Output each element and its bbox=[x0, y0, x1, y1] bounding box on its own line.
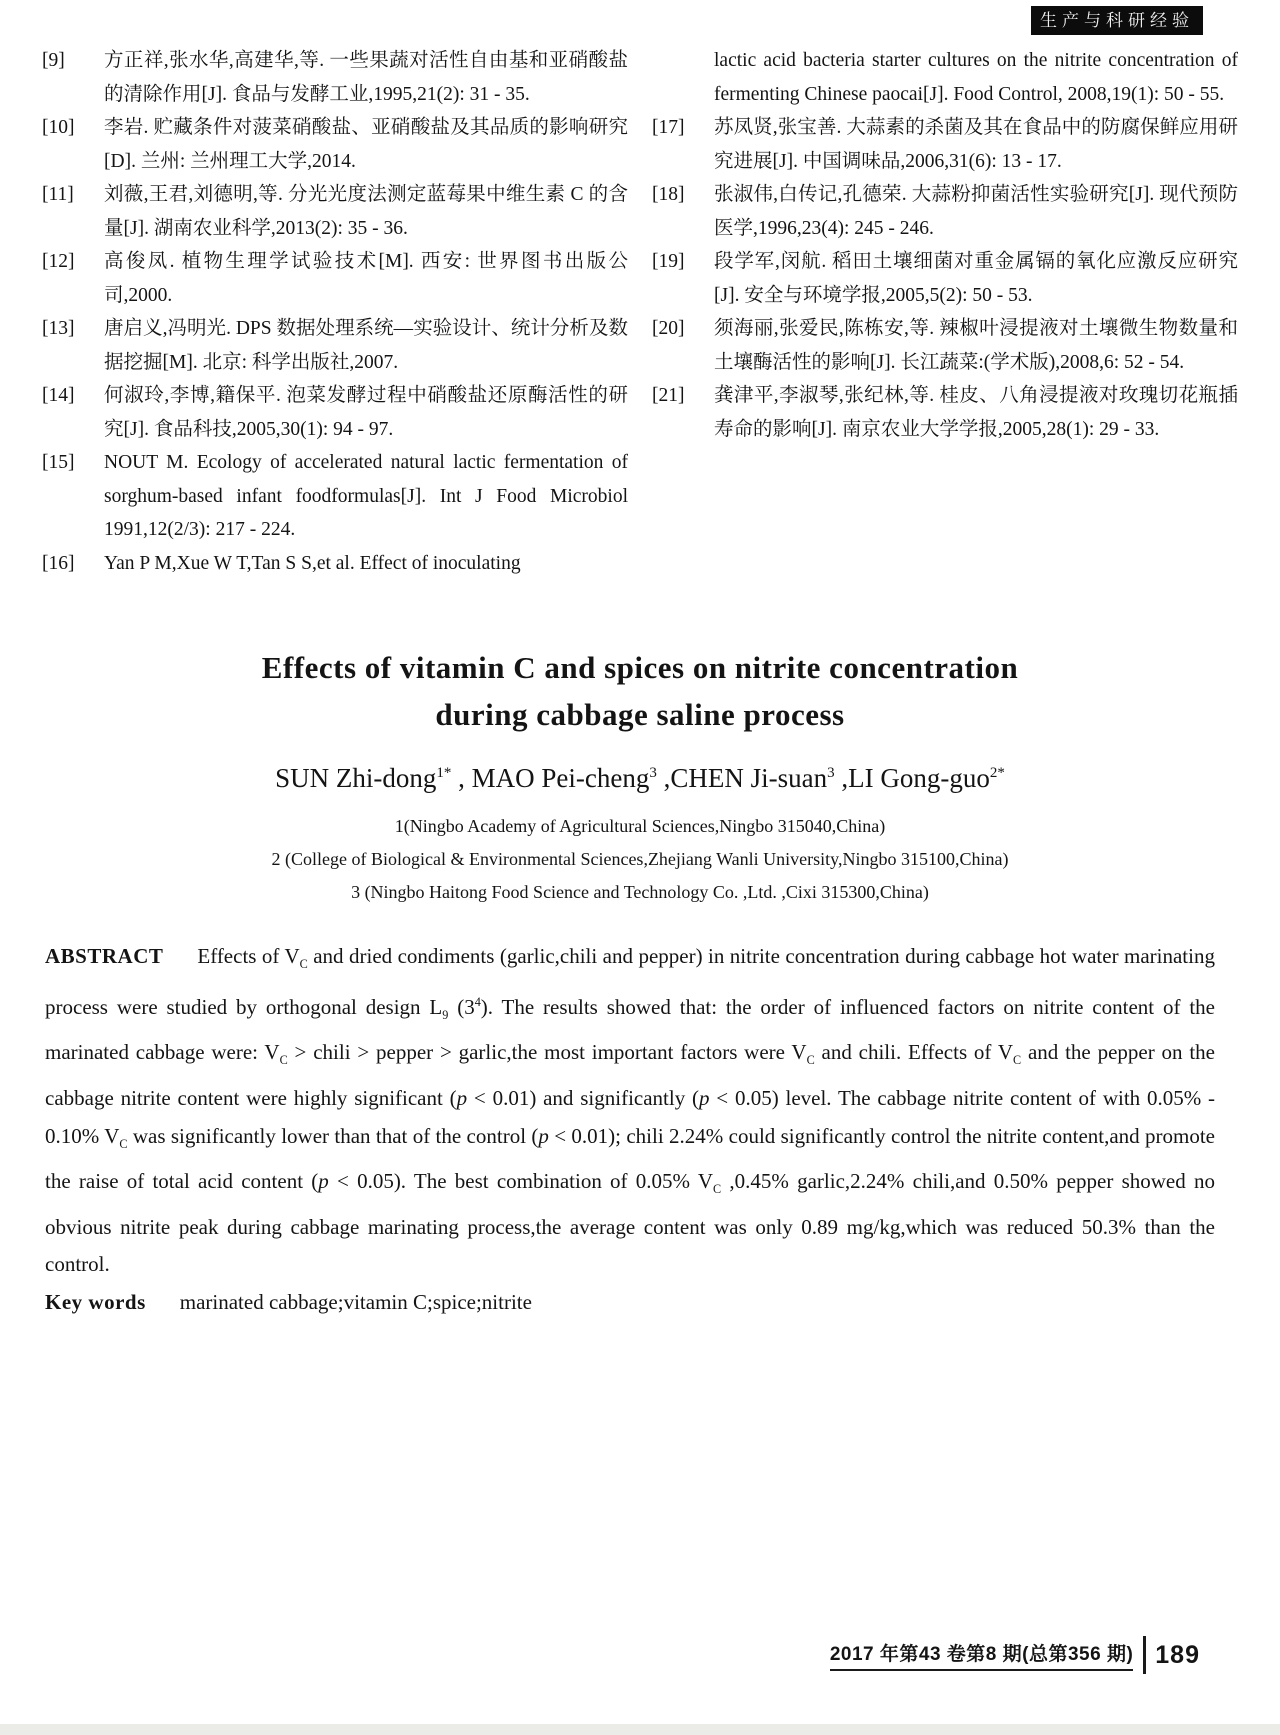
references-section bbox=[42, 44, 1238, 580]
reference-item bbox=[42, 379, 628, 446]
reference-item bbox=[652, 111, 1238, 178]
reference-number: [9] bbox=[42, 50, 65, 71]
journal-footer bbox=[830, 1636, 1200, 1674]
reference-number: [12] bbox=[42, 251, 75, 272]
keywords-label: Key words bbox=[45, 1289, 146, 1314]
abstract-label: ABSTRACT bbox=[45, 944, 164, 968]
reference-text: NOUT M. Ecology of accelerated natural lactic fermentation of sorghum-based infant foodformulas[J]. Int J Food Microbiol 1991,12(2/3): 217 - 224. bbox=[104, 452, 628, 540]
article-title-line1: Effects of vitamin C and spices on nitrite concentration bbox=[261, 650, 1019, 685]
reference-number: [19] bbox=[652, 251, 685, 272]
article-title bbox=[0, 644, 1280, 738]
reference-number: [11] bbox=[42, 184, 74, 205]
reference-text: 何淑玲,李博,籍保平. 泡菜发酵过程中硝酸盐还原酶活性的研究[J]. 食品科技,2005,30(1): 94 - 97. bbox=[104, 385, 628, 440]
reference-text: 龚津平,李淑琴,张纪林,等. 桂皮、八角浸提液对玫瑰切花瓶插寿命的影响[J]. 南京农业大学学报,2005,28(1): 29 - 33. bbox=[714, 385, 1238, 440]
keywords-row bbox=[45, 1284, 1215, 1322]
footer-issue-info: 2017 年第43 卷第8 期(总第356 期) bbox=[830, 1639, 1133, 1671]
reference-item bbox=[42, 547, 628, 581]
reference-text: 段学军,闵航. 稻田土壤细菌对重金属镉的氧化应激反应研究[J]. 安全与环境学报,2005,5(2): 50 - 53. bbox=[714, 251, 1238, 306]
reference-number: [18] bbox=[652, 184, 685, 205]
reference-number: [21] bbox=[652, 385, 685, 406]
abstract-paragraph bbox=[45, 938, 1215, 1284]
abstract-block bbox=[45, 938, 1215, 1321]
abstract-text: Effects of $V_C$ and dried condiments (garlic,chili and pepper) in nitrite concentration during cabbage hot water marinating process were studied by orthogonal design $L_9$ $(3^4)$. The results showed that: the order of influenced factors on nitrite content of the marinated cabbage were: $V_C$ > chili > pepper > garlic,the most important factors were $V_C$ and chili. Effects of $V_C$ and the pepper on the cabbage nitrite content were highly significant (p < 0.01) and significantly (p < 0.05) level. The cabbage nitrite content of with 0.05% - 0.10% $V_C$ was significantly lower than that of the control (p < 0.01); chili 2.24% could significantly control the nitrite content,and promote the raise of total acid content (p < 0.05). The best combination of 0.05% $V_C$ ,0.45% garlic,2.24% chili,and 0.50% pepper showed no obvious nitrite peak during cabbage marinating process,the average content was only 0.89 mg/kg,which was reduced 50.3% than the control. bbox=[45, 944, 1216, 1277]
reference-item bbox=[652, 245, 1238, 312]
section-badge: 生产与科研经验 bbox=[1031, 6, 1203, 35]
reference-text: 苏凤贤,张宝善. 大蒜素的杀菌及其在食品中的防腐保鲜应用研究进展[J]. 中国调味品,2006,31(6): 13 - 17. bbox=[714, 117, 1238, 172]
reference-number: [17] bbox=[652, 117, 685, 138]
references-left-column bbox=[42, 44, 628, 580]
reference-item bbox=[652, 178, 1238, 245]
reference-text: 刘薇,王君,刘德明,等. 分光光度法测定蓝莓果中维生素 C 的含量[J]. 湖南农业科学,2013(2): 35 - 36. bbox=[104, 184, 628, 239]
author-line: SUN Zhi-dong$^{1*}$ , MAO Pei-cheng$^3$ ,CHEN Ji-suan$^3$ ,LI Gong-guo$^{2*}$ bbox=[275, 763, 1005, 793]
reference-number: [10] bbox=[42, 117, 75, 138]
reference-text: 李岩. 贮藏条件对菠菜硝酸盐、亚硝酸盐及其品质的影响研究[D]. 兰州: 兰州理工大学,2014. bbox=[104, 117, 628, 172]
article-title-line2: during cabbage saline process bbox=[435, 697, 845, 732]
affiliation-line: 2 (College of Biological & Environmental Sciences,Zhejiang Wanli University,Ningbo 315100,China) bbox=[271, 849, 1009, 869]
scan-edge bbox=[0, 1724, 1280, 1735]
reference-text: Yan P M,Xue W T,Tan S S,et al. Effect of inoculating bbox=[104, 552, 521, 574]
keywords-text: marinated cabbage;vitamin C;spice;nitrite bbox=[179, 1289, 532, 1314]
affiliation-line: 3 (Ningbo Haitong Food Science and Technology Co. ,Ltd. ,Cixi 315300,China) bbox=[351, 882, 929, 902]
reference-number: [14] bbox=[42, 385, 75, 406]
reference-number: [15] bbox=[42, 452, 75, 473]
footer-page-number: 189 bbox=[1155, 1640, 1200, 1669]
reference-item bbox=[42, 111, 628, 178]
reference-text: 须海丽,张爱民,陈栋安,等. 辣椒叶浸提液对土壤微生物数量和土壤酶活性的影响[J]. 长江蔬菜:(学术版),2008,6: 52 - 54. bbox=[714, 318, 1238, 373]
reference-item bbox=[42, 178, 628, 245]
reference-item bbox=[652, 379, 1238, 446]
reference-text: 高俊凤. 植物生理学试验技术[M]. 西安: 世界图书出版公司,2000. bbox=[104, 251, 628, 306]
reference-number: [13] bbox=[42, 318, 75, 339]
reference-text: 张淑伟,白传记,孔德荣. 大蒜粉抑菌活性实验研究[J]. 现代预防医学,1996,23(4): 245 - 246. bbox=[714, 184, 1238, 239]
reference-item bbox=[42, 44, 628, 111]
footer-divider bbox=[1143, 1636, 1146, 1674]
reference-item bbox=[42, 446, 628, 547]
reference-number: [20] bbox=[652, 318, 685, 339]
reference-number: [16] bbox=[42, 552, 75, 574]
affiliation-line: 1(Ningbo Academy of Agricultural Sciences,Ningbo 315040,China) bbox=[394, 816, 886, 836]
reference-text: 唐启义,冯明光. DPS 数据处理系统—实验设计、统计分析及数据挖掘[M]. 北京: 科学出版社,2007. bbox=[104, 318, 628, 373]
reference-item bbox=[42, 312, 628, 379]
reference-item bbox=[652, 312, 1238, 379]
reference-item bbox=[652, 44, 1238, 111]
affiliations bbox=[0, 810, 1280, 909]
reference-text: 方正祥,张水华,高建华,等. 一些果蔬对活性自由基和亚硝酸盐的清除作用[J]. 食品与发酵工业,1995,21(2): 31 - 35. bbox=[104, 50, 628, 105]
references-right-column bbox=[652, 44, 1238, 580]
reference-item bbox=[42, 245, 628, 312]
reference-text: lactic acid bacteria starter cultures on the nitrite concentration of fermenting Chinese paocai[J]. Food Control, 2008,19(1): 50 - 55. bbox=[714, 50, 1238, 105]
